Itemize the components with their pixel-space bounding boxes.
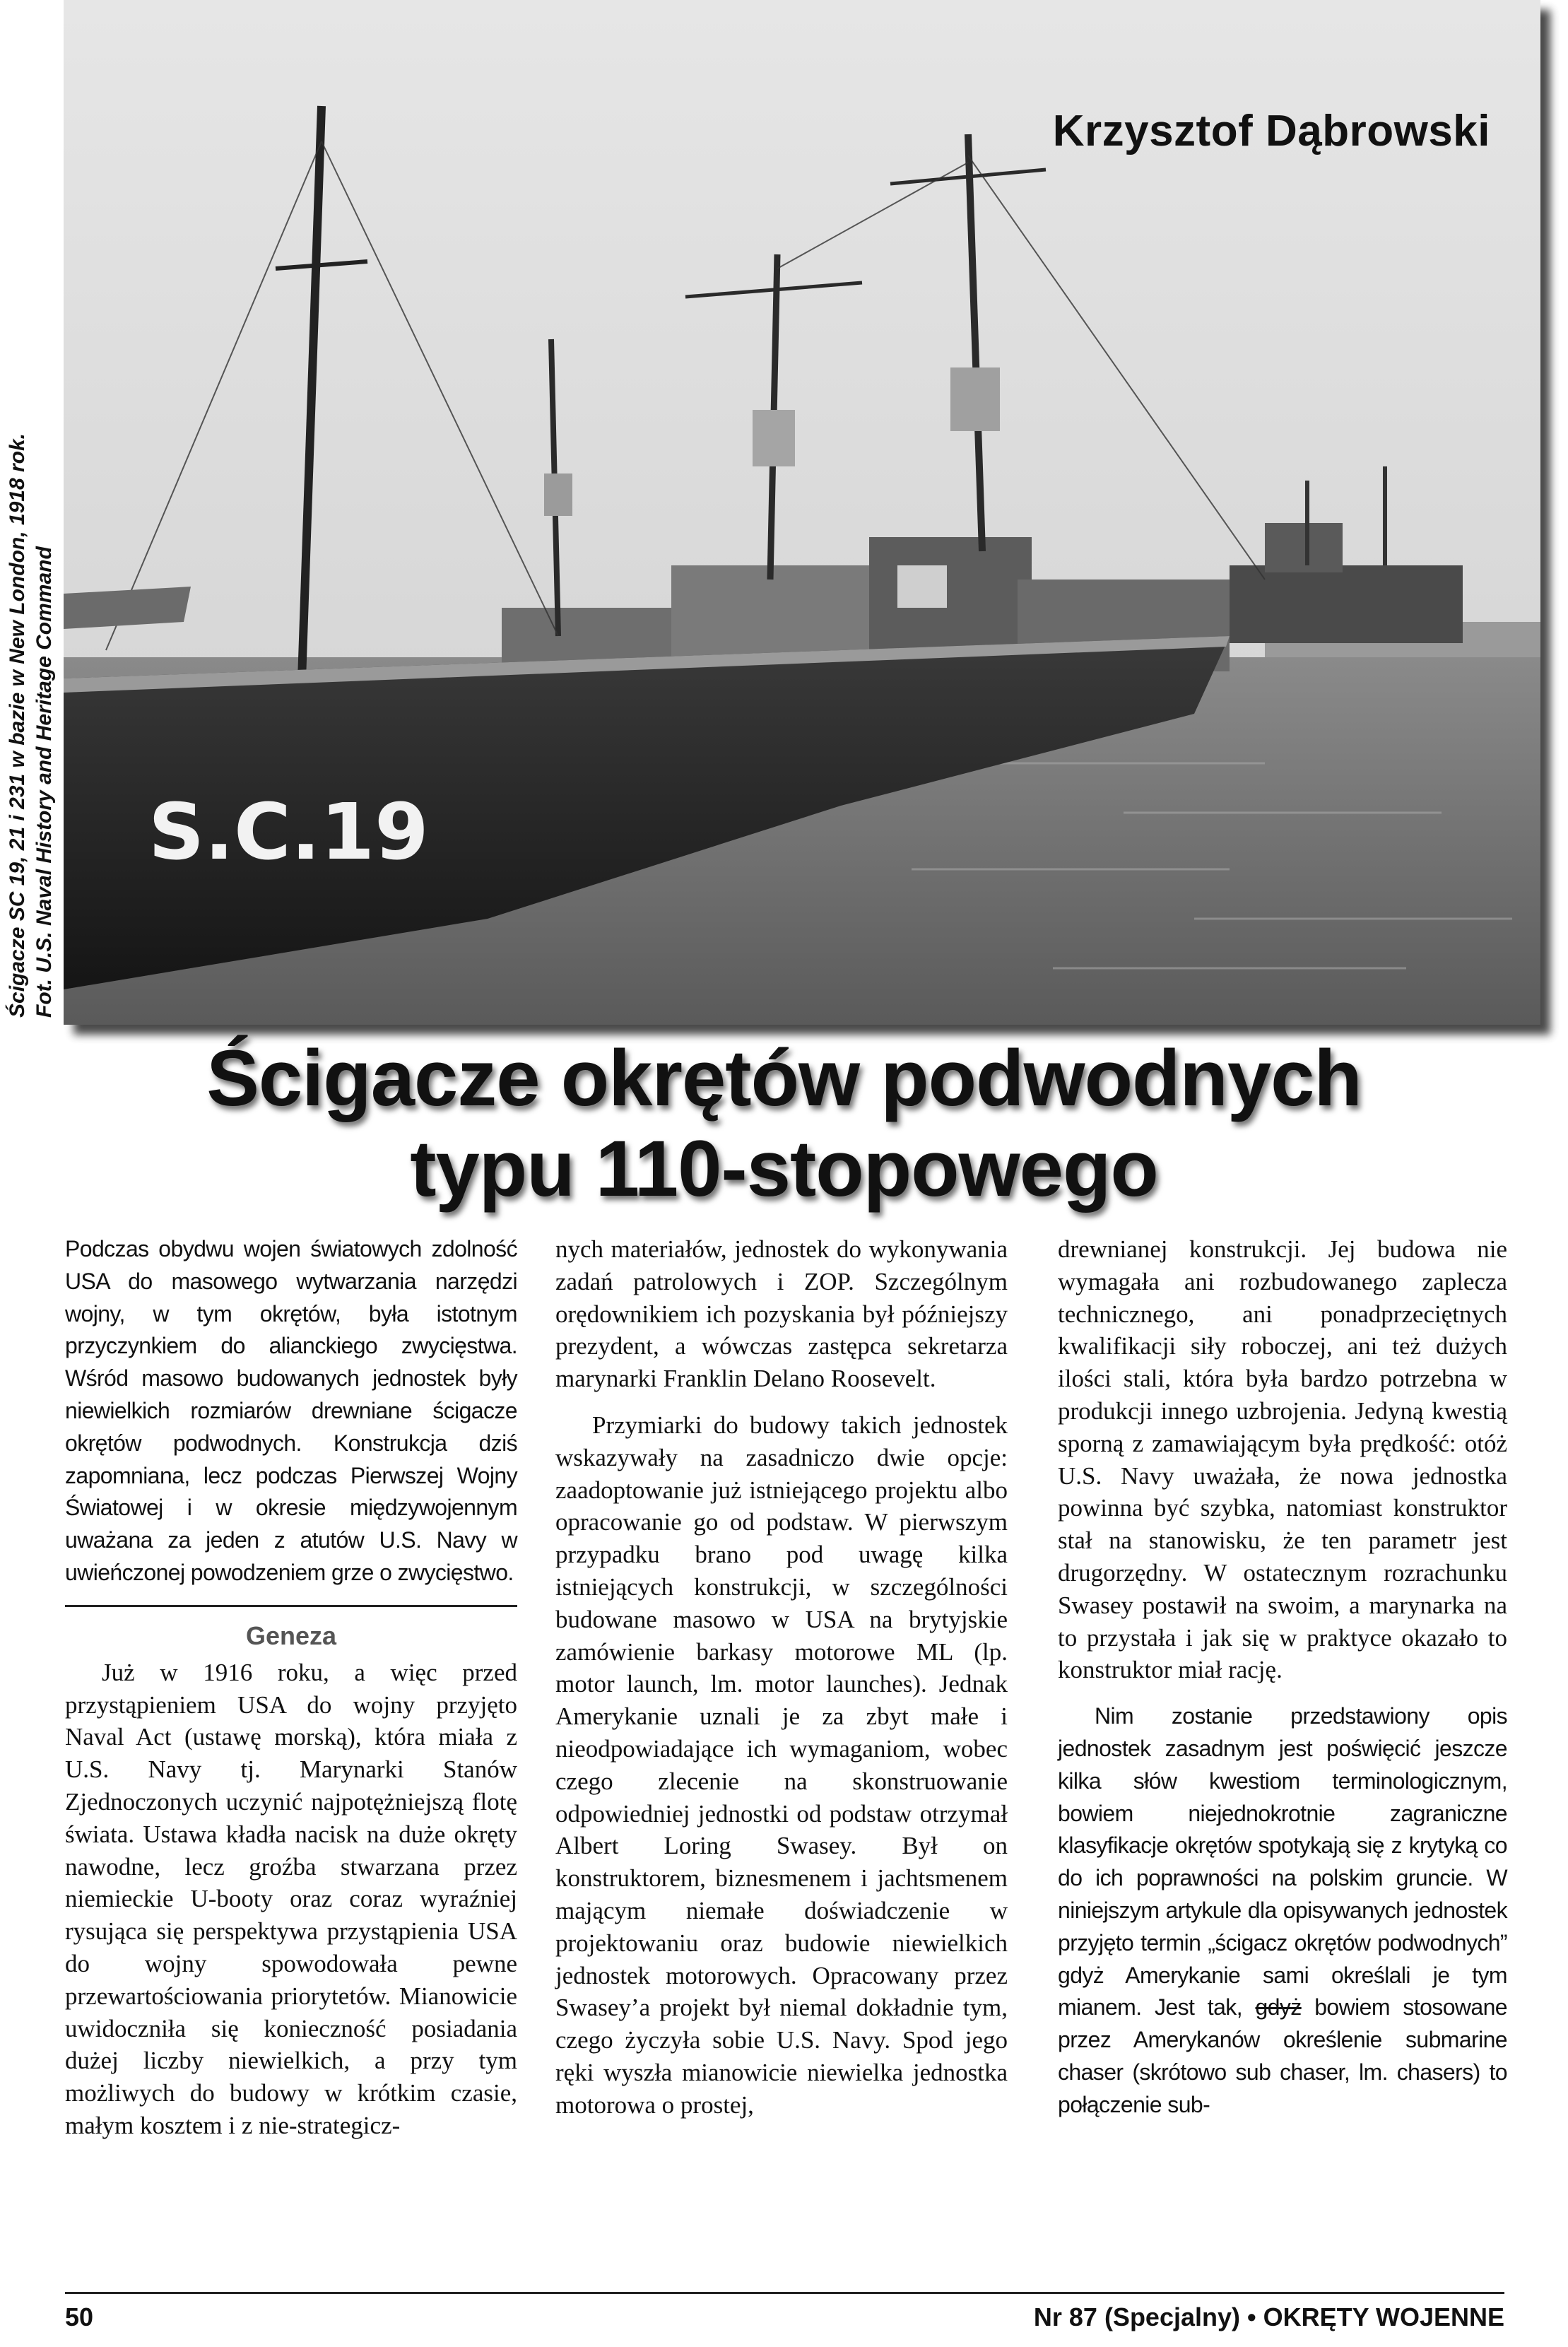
magazine-issue: Nr 87 (Specjalny) • OKRĘTY WOJENNE (1033, 2302, 1504, 2331)
struck-word: gdyż (1255, 1994, 1302, 2020)
page-number: 50 (65, 2302, 94, 2331)
article-title-line-2: typu 110-stopowego (410, 1124, 1158, 1213)
body-paragraph: Już w 1916 roku, a więc przed przystąpieniem USA do wojny przyjęto Naval Act (ustawę morską), która miała z U.S. Navy tj. Marynarki Stanów Zjednoczonych uczynić najpotężniejszą flotę świata. Ustawa kładła nacisk na duże okręty nawodne, lecz groźba stwarzana przez niemieckie U-booty oraz coraz wyraźniej rysująca się perspektywa przystąpienia USA do wojny spowodowała pewne przewartościowania priorytetów. Mianowicie uwidoczniła się konieczność posiadania dużej liczby niewielkich, a przy tym możliwych do budowy w krótkim czasie, małym kosztem i z nie-strategicz- (65, 1658, 517, 2139)
column-3 (1058, 1233, 1507, 2122)
body-paragraph: drewnianej konstrukcji. Jej budowa nie wymagała ani rozbudowanego zaplecza technicznego, ani ponadprzeciętnych kwalifikacji siły roboczej, ani też dużych ilości stali, która była bardzo potrzebna w produkcji innego uzbrojenia. Jedyną kwestią sporną z zamawiającym była prędkość: otóż U.S. Navy uważała, że nowa jednostka powinna być szybka, natomiast konstruktor stał na stanowisku, że ten parametr jest drugorzędny. W ostatecznym rozrachunku Swasey postawił na swoim, a marynarka na to przystała i jak się w praktyce okazało to konstruktor miał rację. (1058, 1235, 1507, 1684)
paragraph-gap (1058, 1686, 1507, 1700)
photo-caption (4, 311, 68, 1018)
lead-divider (65, 1605, 517, 1607)
paragraph-gap (555, 1395, 1008, 1409)
column-1 (65, 1233, 517, 2142)
footer-divider (65, 2292, 1504, 2294)
lead-paragraph: Podczas obydwu wojen światowych zdolność USA do masowego wytwarzania narzędzi wojny, w tym okrętów, była istotnym przyczynkiem do alianckiego zwycięstwa. Wśród masowo budowanych jednostek były niewielkich rozmiarów drewniane ścigacze okrętów podwodnych. Konstrukcja dziś zapomniana, lecz podczas Pierwszej Wojny Światowej i w okresie międzywojennym uważana za jeden z atutów U.S. Navy w uwieńczonej powodzeniem grze o zwycięstwo. (65, 1236, 517, 1585)
photo-caption-line-2: Fot. U.S. Naval History and Heritage Command (33, 546, 56, 1018)
article-title-line-1: Ścigacze okrętów podwodnych (206, 1034, 1362, 1122)
body-paragraph: nych materiałów, jednostek do wykonywania zadań patrolowych i ZOP. Szczególnym orędownikiem ich pozyskania był późniejszy prezydent, a wówczas zastępca sekretarza marynarki Franklin Delano Roosevelt. (555, 1235, 1008, 1393)
body-text: Nim zostanie przedstawiony opis jednostek zasadnym jest poświęcić jeszcze kilka słów kwestiom terminologicznym, bowiem niejednokrotnie zagraniczne klasyfikacje okrętów spotykają się z krytyką co do ich poprawności na polskim gruncie. W niniejszym artykule dla opisywanych jednostek przyjęto termin „ścigacz okrętów podwodnych” gdyż Amerykanie sami określali je tym mianem. Jest tak, (1058, 1703, 1507, 2020)
section-heading: Geneza (245, 1620, 337, 1650)
author-name: Krzysztof Dąbrowski (1052, 107, 1490, 155)
column-2 (555, 1233, 1008, 2122)
photo-caption-line-1: Ścigacze SC 19, 21 i 231 w bazie w New London, 1918 rok. (6, 433, 29, 1018)
body-text: bowiem stosowane przez Amerykanów określenie submarine chaser (skrótowo sub chaser, lm. chasers) to połączenie sub- (1058, 1994, 1507, 2117)
body-paragraph: Przymiarki do budowy takich jednostek wskazywały na zasadniczo dwie opcje: zaadoptowanie już istniejącego projektu albo opracowanie go od podstaw. W pierwszym przypadku brano pod uwagę kilka istniejących konstrukcji, w szczególności budowane masowo w USA na brytyjskie zamówienie barkasy motorowe ML (lp. motor launch, lm. motor launches). Jednak Amerykanie uznali je za zbyt małe i nieodpowiadające ich wymaganiom, wobec czego zlecenie na skonstruowanie odpowiedniej jednostki od podstaw otrzymał Albert Loring Swasey. Był on konstruktorem, biznesmenem i jachtsmenem mającym niemałe doświadczenie w projektowaniu oraz budowie niewielkich jednostek motorowych. Opracowany przez Swasey’a projekt był niemal dokładnie tym, czego życzyła sobie U.S. Navy. Spod jego ręki wyszła mianowicie niewielka jednostka motorowa o prostej, (555, 1411, 1008, 2119)
hull-marking: S.C.19 (148, 787, 429, 877)
body-paragraph (1058, 1700, 1507, 2121)
